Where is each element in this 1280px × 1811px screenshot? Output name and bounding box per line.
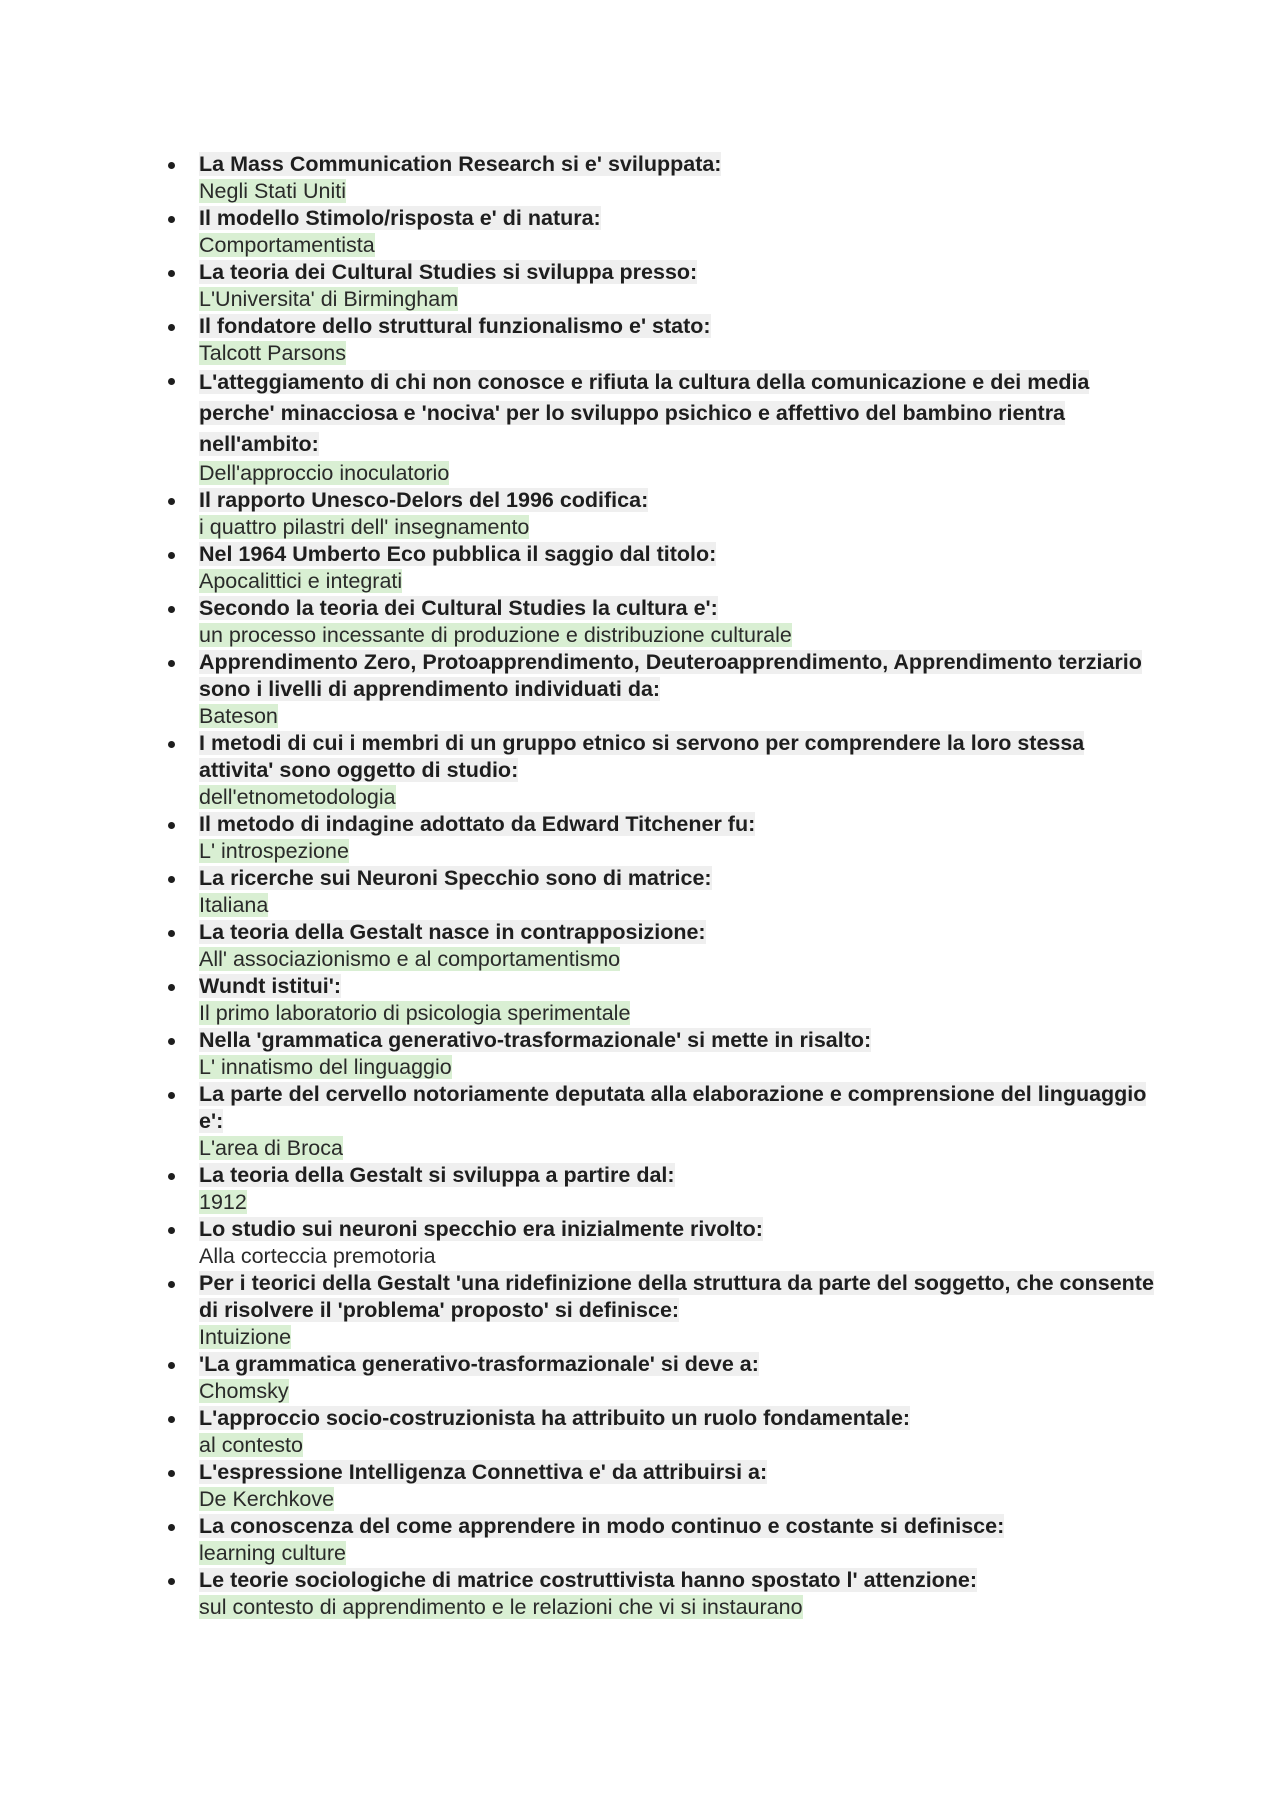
question-text: La teoria della Gestalt si sviluppa a partire dal: bbox=[199, 1163, 675, 1187]
bullet-icon bbox=[168, 552, 175, 559]
list-item bbox=[199, 367, 1159, 487]
question-text: La Mass Communication Research si e' sviluppata: bbox=[199, 152, 722, 176]
bullet-icon bbox=[168, 822, 175, 829]
question-text: Wundt istitui': bbox=[199, 974, 342, 998]
list-item bbox=[199, 541, 1159, 595]
answer-text: L' innatismo del linguaggio bbox=[199, 1055, 452, 1079]
list-item bbox=[199, 595, 1159, 649]
bullet-icon bbox=[168, 876, 175, 883]
answer-text: Il primo laboratorio di psicologia sperimentale bbox=[199, 1001, 631, 1025]
answer-text: Negli Stati Uniti bbox=[199, 179, 346, 203]
list-item bbox=[199, 259, 1159, 313]
list-item bbox=[199, 919, 1159, 973]
bullet-icon bbox=[168, 498, 175, 505]
list-item bbox=[199, 1270, 1159, 1351]
question-text: Secondo la teoria dei Cultural Studies la cultura e': bbox=[199, 596, 718, 620]
answer-text: Dell'approccio inoculatorio bbox=[199, 461, 450, 485]
bullet-icon bbox=[168, 1092, 175, 1099]
list-item bbox=[199, 1027, 1159, 1081]
list-item bbox=[199, 1567, 1159, 1621]
bullet-icon bbox=[168, 216, 175, 223]
answer-text: Italiana bbox=[199, 893, 269, 917]
question-text: L'atteggiamento di chi non conosce e rifiuta la cultura della comunicazione e dei media perche' minacciosa e 'nociva' per lo sviluppo psichico e affettivo del bambino rientra nell'ambito: bbox=[199, 370, 1090, 456]
bullet-icon bbox=[168, 606, 175, 613]
list-item bbox=[199, 1513, 1159, 1567]
bullet-icon bbox=[168, 1524, 175, 1531]
answer-text: Talcott Parsons bbox=[199, 341, 346, 365]
bullet-icon bbox=[168, 930, 175, 937]
answer-text: L'area di Broca bbox=[199, 1136, 343, 1160]
answer-text: L'Universita' di Birmingham bbox=[199, 287, 459, 311]
bullet-icon bbox=[168, 741, 175, 748]
list-item bbox=[199, 973, 1159, 1027]
answer-text: un processo incessante di produzione e distribuzione culturale bbox=[199, 623, 792, 647]
question-answer-list bbox=[199, 151, 1159, 1621]
answer-text: Apocalittici e integrati bbox=[199, 569, 403, 593]
bullet-icon bbox=[168, 324, 175, 331]
list-item bbox=[199, 1405, 1159, 1459]
bullet-icon bbox=[168, 1038, 175, 1045]
answer-text: All' associazionismo e al comportamentismo bbox=[199, 947, 621, 971]
answer-text: Alla corteccia premotoria bbox=[199, 1244, 436, 1268]
bullet-icon bbox=[168, 1173, 175, 1180]
question-text: L'espressione Intelligenza Connettiva e' da attribuirsi a: bbox=[199, 1460, 768, 1484]
question-text: La ricerche sui Neuroni Specchio sono di matrice: bbox=[199, 866, 712, 890]
bullet-icon bbox=[168, 1416, 175, 1423]
question-text: L'approccio socio-costruzionista ha attribuito un ruolo fondamentale: bbox=[199, 1406, 911, 1430]
answer-text: i quattro pilastri dell' insegnamento bbox=[199, 515, 530, 539]
bullet-icon bbox=[168, 1578, 175, 1585]
bullet-icon bbox=[168, 1227, 175, 1234]
list-item bbox=[199, 1081, 1159, 1162]
question-text: Il metodo di indagine adottato da Edward Titchener fu: bbox=[199, 812, 756, 836]
bullet-icon bbox=[168, 378, 175, 385]
bullet-icon bbox=[168, 162, 175, 169]
list-item bbox=[199, 649, 1159, 730]
bullet-icon bbox=[168, 984, 175, 991]
answer-text: Bateson bbox=[199, 704, 278, 728]
question-text: Nella 'grammatica generativo-trasformazionale' si mette in risalto: bbox=[199, 1028, 872, 1052]
bullet-icon bbox=[168, 660, 175, 667]
bullet-icon bbox=[168, 1470, 175, 1477]
bullet-icon bbox=[168, 270, 175, 277]
question-text: La parte del cervello notoriamente deputata alla elaborazione e comprensione del linguaggio e': bbox=[199, 1082, 1147, 1133]
answer-text: 1912 bbox=[199, 1190, 247, 1214]
question-text: La conoscenza del come apprendere in modo continuo e costante si definisce: bbox=[199, 1514, 1005, 1538]
answer-text: Chomsky bbox=[199, 1379, 289, 1403]
question-text: Le teorie sociologiche di matrice costruttivista hanno spostato l' attenzione: bbox=[199, 1568, 978, 1592]
list-item bbox=[199, 205, 1159, 259]
question-text: Per i teorici della Gestalt 'una ridefinizione della struttura da parte del soggetto, che consente di risolvere il 'problema' proposto' si definisce: bbox=[199, 1271, 1154, 1322]
list-item bbox=[199, 1459, 1159, 1513]
question-text: 'La grammatica generativo-trasformazionale' si deve a: bbox=[199, 1352, 759, 1376]
list-item bbox=[199, 811, 1159, 865]
list-item bbox=[199, 730, 1159, 811]
answer-text: dell'etnometodologia bbox=[199, 785, 396, 809]
question-text: Apprendimento Zero, Protoapprendimento, Deuteroapprendimento, Apprendimento terziario sono i livelli di apprendimento individuati da: bbox=[199, 650, 1142, 701]
list-item bbox=[199, 1216, 1159, 1270]
list-item bbox=[199, 1351, 1159, 1405]
question-text: Lo studio sui neuroni specchio era inizialmente rivolto: bbox=[199, 1217, 763, 1241]
answer-text: L' introspezione bbox=[199, 839, 349, 863]
list-item bbox=[199, 313, 1159, 367]
question-text: Il rapporto Unesco-Delors del 1996 codifica: bbox=[199, 488, 649, 512]
answer-text: al contesto bbox=[199, 1433, 303, 1457]
list-item bbox=[199, 151, 1159, 205]
answer-text: learning culture bbox=[199, 1541, 347, 1565]
answer-text: De Kerchkove bbox=[199, 1487, 335, 1511]
question-text: Nel 1964 Umberto Eco pubblica il saggio dal titolo: bbox=[199, 542, 717, 566]
list-item bbox=[199, 1162, 1159, 1216]
list-item bbox=[199, 487, 1159, 541]
answer-text: Comportamentista bbox=[199, 233, 375, 257]
question-text: La teoria dei Cultural Studies si sviluppa presso: bbox=[199, 260, 698, 284]
answer-text: Intuizione bbox=[199, 1325, 292, 1349]
bullet-icon bbox=[168, 1362, 175, 1369]
list-item bbox=[199, 865, 1159, 919]
answer-text: sul contesto di apprendimento e le relazioni che vi si instaurano bbox=[199, 1595, 803, 1619]
question-text: Il fondatore dello struttural funzionalismo e' stato: bbox=[199, 314, 711, 338]
question-text: Il modello Stimolo/risposta e' di natura: bbox=[199, 206, 601, 230]
bullet-icon bbox=[168, 1281, 175, 1288]
question-text: I metodi di cui i membri di un gruppo etnico si servono per comprendere la loro stessa attivita' sono oggetto di studio: bbox=[199, 731, 1085, 782]
question-text: La teoria della Gestalt nasce in contrapposizione: bbox=[199, 920, 706, 944]
